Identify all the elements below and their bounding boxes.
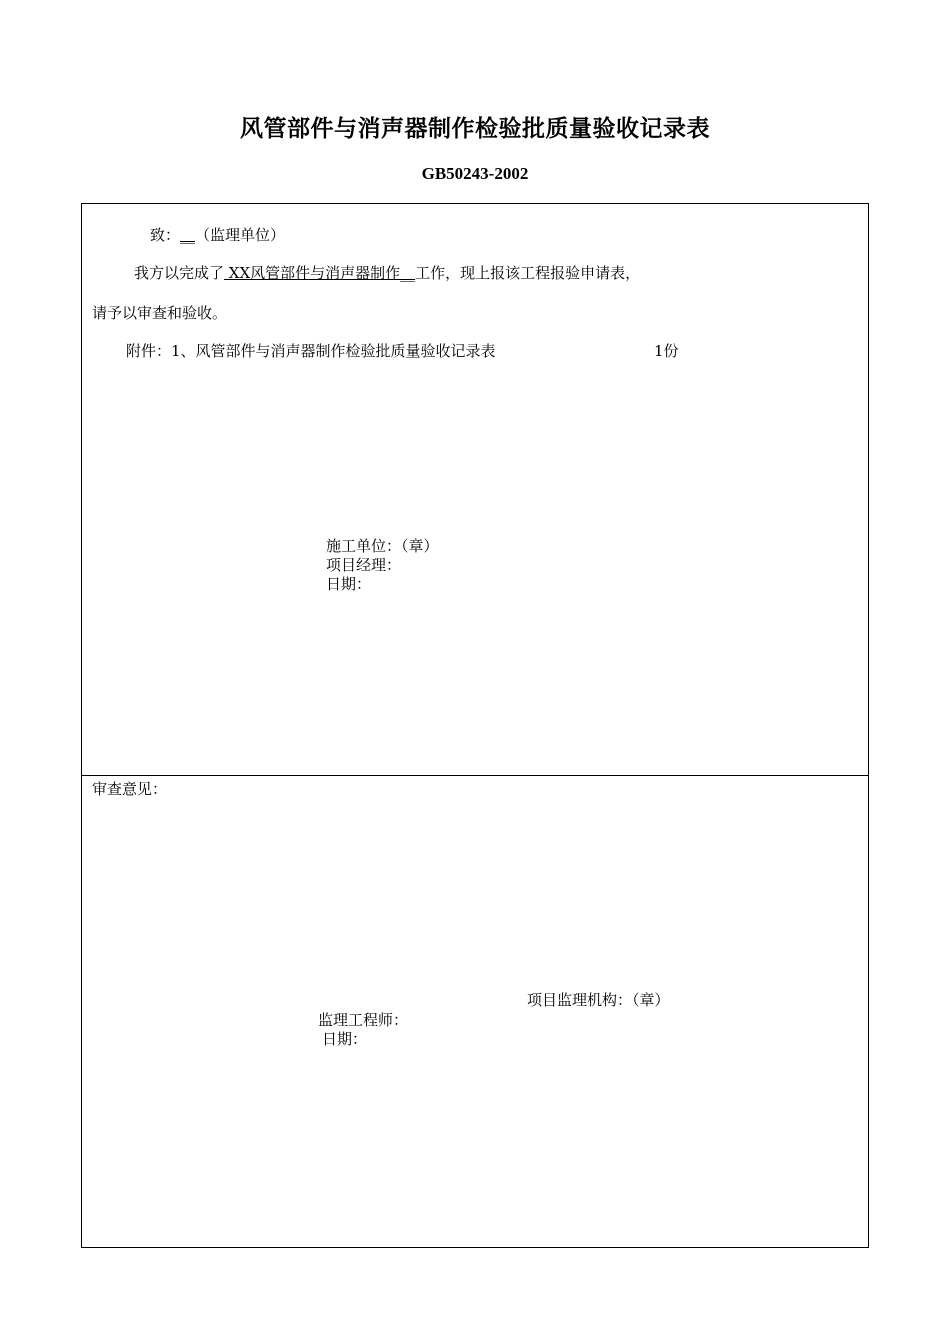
contractor-unit-label: 施工单位：（章）	[326, 537, 439, 555]
review-opinion-label: 审查意见：	[92, 780, 168, 798]
attachment-label: 附件：1、风管部件与消声器制作检验批质量验收记录表	[126, 342, 496, 360]
supervision-org-label: 项目监理机构：（章）	[527, 991, 670, 1009]
request-line: 请予以审查和验收。	[92, 304, 228, 322]
page-title: 风管部件与消声器制作检验批质量验收记录表	[240, 116, 710, 142]
addressee-suffix: （监理单位）	[195, 226, 286, 244]
addressee-prefix: 致：	[150, 226, 181, 244]
standard-code: GB50243-2002	[421, 164, 529, 183]
supervision-engineer-label: 监理工程师：	[318, 1011, 409, 1029]
form-table	[81, 203, 869, 1248]
addressee-line	[150, 225, 285, 245]
review-date-label: 日期：	[322, 1030, 368, 1048]
section-divider	[82, 775, 868, 776]
completion-prefix: 我方以完成了	[134, 264, 225, 282]
addressee-blank: __	[180, 226, 196, 244]
completion-line	[134, 263, 640, 283]
project-manager-label: 项目经理：	[326, 556, 402, 574]
application-date-label: 日期：	[326, 575, 372, 593]
completion-suffix: 工作，现上报该工程报验申请表，	[415, 264, 641, 282]
attachment-count: 1份	[654, 342, 679, 360]
completed-work-name: XX风管部件与消声器制作__	[224, 264, 416, 282]
